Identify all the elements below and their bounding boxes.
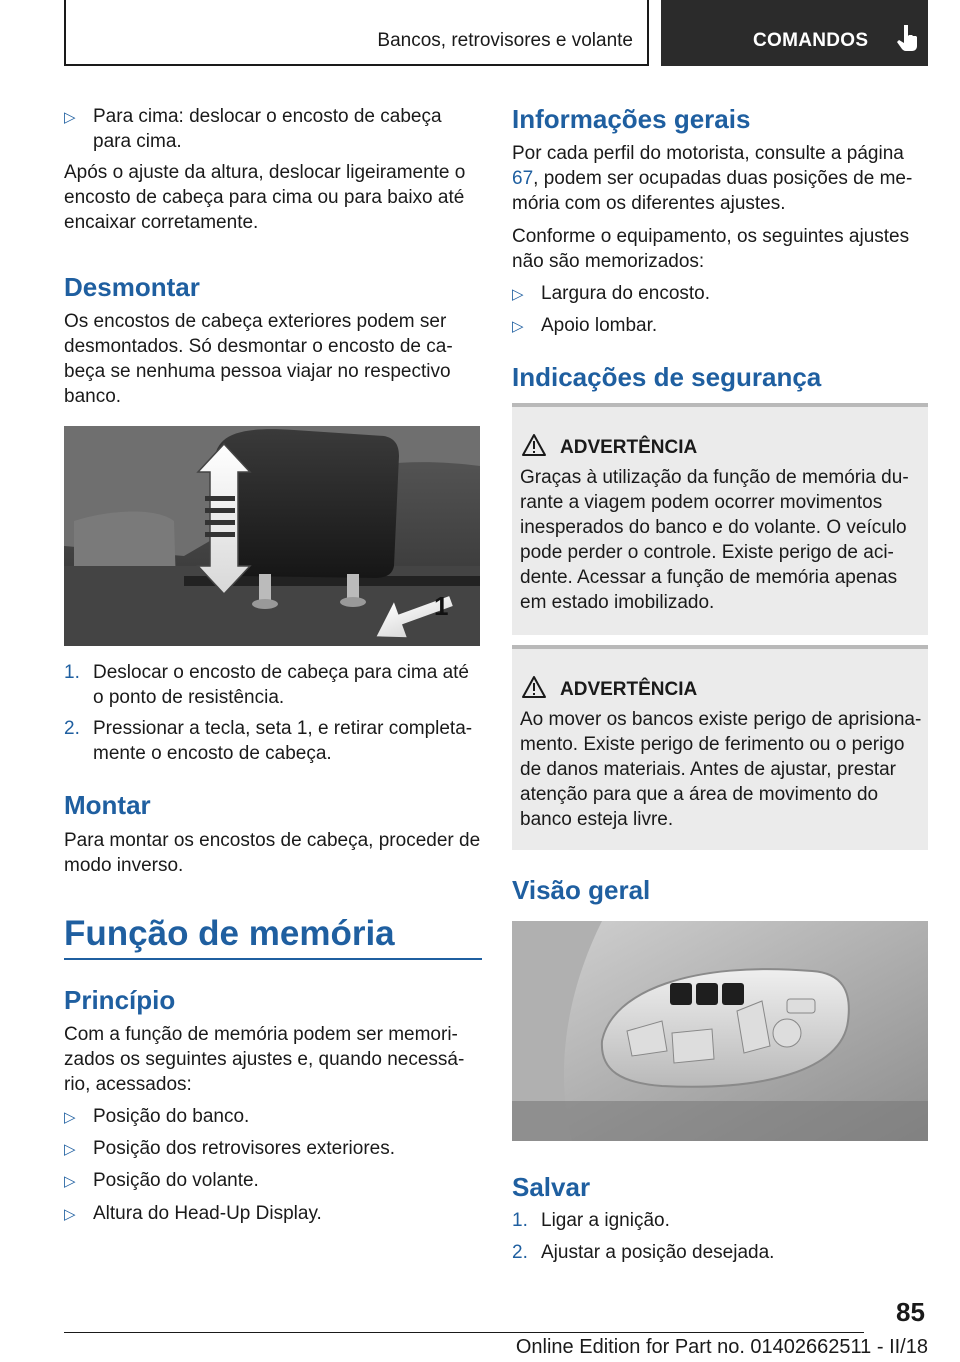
paragraph-montar: Para montar os encostos de cabeça, proceder de modo inverso. (64, 830, 481, 876)
list-item-text: Largura do encosto. (541, 283, 711, 304)
header-section-box (64, 0, 649, 66)
header-chapter-tab[interactable] (661, 0, 928, 66)
triangle-bullet-icon: ▷ (64, 1173, 76, 1190)
triangle-bullet-icon: ▷ (64, 109, 76, 126)
list-item-text: Apoio lombar. (541, 315, 658, 336)
heading-montar: Montar (64, 790, 151, 820)
heading-principio: Princípio (64, 985, 176, 1015)
list-item-text: Para cima: deslocar o encosto de cabeça para cima. (93, 106, 442, 152)
step-text: Deslocar o encosto de cabeça para cima até o ponto de resistência. (93, 662, 469, 708)
triangle-bullet-icon: ▷ (512, 286, 524, 303)
photo-callout-label: 1 (434, 591, 449, 621)
warning-box (512, 403, 928, 635)
list-item-text: Posição do banco. (93, 1106, 250, 1127)
step-text: Ajustar a posição desejada. (541, 1242, 775, 1263)
heading-underline (64, 958, 482, 960)
heading-safety: Indicações de segurança (512, 362, 822, 392)
triangle-bullet-icon: ▷ (64, 1109, 76, 1126)
page-number: 85 (896, 1297, 925, 1327)
footer-rule (64, 1332, 864, 1333)
warning-title: ADVERTÊNCIA (560, 679, 698, 700)
footer-edition: Online Edition for Part no. 01402662511 - II/18 (515, 1336, 928, 1358)
list-item-text: Posição do volante. (93, 1170, 259, 1191)
step-text: Pressionar a tecla, seta 1, e retirar completa-mente o encosto de cabeça. (93, 718, 473, 764)
header-chapter-label: COMANDOS (753, 30, 869, 51)
step-text: Ligar a ignição. (541, 1210, 670, 1231)
heading-visao-geral: Visão geral (512, 875, 651, 905)
heading-salvar: Salvar (512, 1172, 591, 1202)
info-text: Por cada perfil do motorista, consulte a página (512, 143, 904, 164)
page-header (64, 0, 928, 66)
paragraph-desmontar: Os encostos de cabeça exteriores podem ser desmontados. Só desmontar o encosto de ca-beça se nenhuma pessoa viajar no respectivo banco. (64, 311, 453, 407)
heading-info-gerais: Informações gerais (512, 104, 751, 134)
heading-memory-function: Função de memória (64, 914, 395, 953)
list-item-text: Posição dos retrovisores exteriores. (93, 1138, 396, 1159)
step-number: 1. (512, 1210, 528, 1231)
step-number: 2. (64, 718, 80, 739)
step-number: 2. (512, 1242, 528, 1263)
warning-text: Graças à utilização da função de memória du-rante a viagem podem ocorrer movimentos inesperados do banco e do volante. O veículo pode perder o controle. Existe perigo de aci-dente. Acessar a função de memória apenas em estado imobilizado. (520, 467, 909, 613)
triangle-bullet-icon: ▷ (512, 318, 524, 335)
heading-desmontar: Desmontar (64, 272, 200, 302)
warning-triangle-icon (521, 433, 547, 457)
paragraph-adjust: Após o ajuste da altura, deslocar ligeiramente o encosto de cabeça para cima ou para baixo até encaixar corretamente. (64, 162, 466, 233)
warning-text: Ao mover os bancos existe perigo de aprisiona-mento. Existe perigo de ferimento ou o perigo de danos materiais. Antes de ajustar, prestar atenção para que a área de movimento do banco esteja livre. (520, 709, 922, 830)
triangle-bullet-icon: ▷ (64, 1141, 76, 1158)
hand-pointer-icon (895, 24, 921, 52)
warning-triangle-icon (521, 675, 547, 699)
header-section-title: Bancos, retrovisores e volante (377, 30, 633, 51)
warning-title: ADVERTÊNCIA (560, 437, 698, 458)
paragraph-info (512, 141, 928, 216)
page-reference-link[interactable]: 67 (512, 168, 534, 189)
step-number: 1. (64, 662, 80, 683)
info-text: mória com os diferentes ajustes. (512, 193, 786, 214)
info-text: , podem ser ocupadas duas posições de me- (533, 168, 913, 189)
paragraph-principio: Com a função de memória podem ser memori-zados os seguintes ajustes e, quando necessá-rio, acessados: (64, 1024, 465, 1095)
paragraph-equipment: Conforme o equipamento, os seguintes ajustes não são memorizados: (512, 226, 910, 272)
triangle-bullet-icon: ▷ (64, 1206, 76, 1223)
headrest-photo (64, 426, 480, 646)
list-item-text: Altura do Head-Up Display. (93, 1203, 322, 1224)
warning-box (512, 645, 928, 850)
seat-controls-photo (512, 921, 928, 1141)
